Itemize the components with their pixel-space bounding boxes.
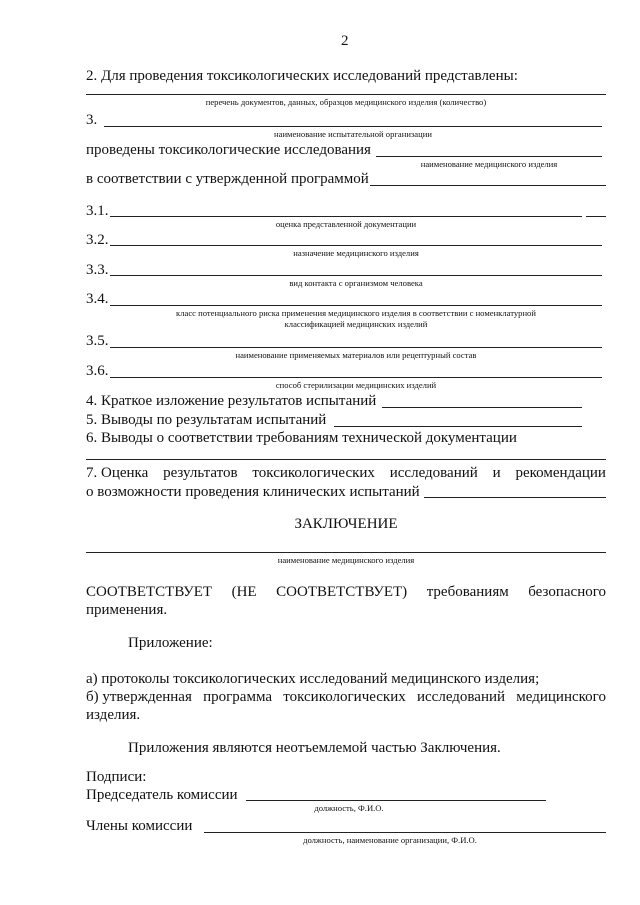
members-caption: должность, наименование организации, Ф.И.О. — [303, 835, 477, 845]
item-7-word: исследований — [389, 465, 478, 481]
appendix-item-b-line2: изделия. — [86, 707, 141, 723]
compliance-word: СООТВЕТСТВУЕТ — [86, 584, 213, 600]
conducted-text: проведены токсикологические исследования — [86, 142, 371, 158]
signatures-title: Подписи: — [86, 769, 147, 785]
conclusion-title: ЗАКЛЮЧЕНИЕ — [294, 516, 398, 532]
item-3-6-fill-line — [110, 377, 602, 378]
item-6-text: 6. Выводы о соответствии требованиям технической документации — [86, 430, 517, 446]
chair-signature-line — [246, 800, 546, 801]
item-7-line1 — [86, 465, 606, 482]
item-6-fill-line — [86, 459, 606, 460]
item-3-fill-line — [104, 126, 602, 127]
item-3-caption: наименование испытательной организации — [274, 129, 432, 139]
item-7-word: рекомендации — [515, 465, 606, 481]
item-7-fill-line — [424, 497, 606, 498]
chair-caption: должность, Ф.И.О. — [314, 803, 384, 813]
compliance-word: СООТВЕТСТВУЕТ) — [276, 584, 408, 600]
item-3-1-fill-line-end — [586, 216, 606, 217]
members-signature-line — [204, 832, 606, 833]
chair-label: Председатель комиссии — [86, 787, 238, 803]
item-7-word: токсикологических — [252, 465, 375, 481]
item-5-fill-line — [334, 426, 582, 427]
item-3-5-fill-line — [110, 347, 602, 348]
item-3-1-fill-line — [110, 216, 582, 217]
item-7-word: результатов — [163, 465, 238, 481]
item-4-fill-line — [382, 407, 582, 408]
item-3-1-caption: оценка представленной документации — [275, 219, 417, 229]
item-3-4-fill-line — [110, 305, 602, 306]
item-3-5-number: 3.5. — [86, 333, 109, 349]
page-number: 2 — [341, 33, 349, 49]
appendix-title: Приложение: — [128, 635, 213, 651]
compliance-line2: применения. — [86, 602, 168, 618]
item-3-number: 3. — [86, 112, 98, 128]
item-3-2-caption: назначение медицинского изделия — [293, 248, 419, 258]
item-3-5-caption: наименование применяемых материалов или рецептурный состав — [235, 350, 477, 360]
conclusion-fill-line — [86, 552, 606, 553]
appendix-b-word: программа — [203, 689, 272, 705]
conducted-caption: наименование медицинского изделия — [420, 159, 558, 169]
appendix-item-b-line1 — [86, 689, 606, 706]
item-3-1-number: 3.1. — [86, 203, 109, 219]
appendix-integral-note: Приложения являются неотъемлемой частью Заключения. — [128, 740, 501, 756]
program-fill-line — [370, 185, 606, 186]
conclusion-caption: наименование медицинского изделия — [277, 555, 415, 565]
appendix-b-word: исследований — [417, 689, 506, 705]
compliance-word: (НЕ — [231, 584, 257, 600]
item-3-2-fill-line — [110, 245, 602, 246]
item-3-3-number: 3.3. — [86, 262, 109, 278]
item-3-6-number: 3.6. — [86, 363, 109, 379]
item-7-word: 7. Оценка — [86, 465, 149, 481]
appendix-b-word: медицинского — [516, 689, 606, 705]
item-4-text: 4. Краткое изложение результатов испытаний — [86, 393, 377, 409]
item-3-6-caption: способ стерилизации медицинских изделий — [275, 380, 437, 390]
item-3-2-number: 3.2. — [86, 232, 109, 248]
item-3-3-caption: вид контакта с организмом человека — [289, 278, 423, 288]
compliance-line1 — [86, 584, 606, 601]
item-5-text: 5. Выводы по результатам испытаний — [86, 412, 327, 428]
item-3-3-fill-line — [110, 275, 602, 276]
item-7-word: и — [492, 465, 501, 481]
conducted-fill-line — [376, 156, 602, 157]
program-text: в соответствии с утвержденной программой — [86, 171, 369, 187]
appendix-b-word: токсикологических — [283, 689, 406, 705]
item-2-text: 2. Для проведения токсикологических исследований представлены: — [86, 68, 518, 84]
members-label: Члены комиссии — [86, 818, 193, 834]
item-3-4-caption-line2: классификацией медицинских изделий — [284, 319, 428, 329]
item-7-line2: о возможности проведения клинических испытаний — [86, 484, 420, 500]
item-3-4-number: 3.4. — [86, 291, 109, 307]
item-2-caption: перечень документов, данных, образцов медицинского изделия (количество) — [205, 97, 487, 107]
appendix-item-a: а) протоколы токсикологических исследований медицинского изделия; — [86, 671, 540, 687]
item-2-fill-line — [86, 94, 606, 95]
compliance-word: безопасного — [528, 584, 606, 600]
appendix-b-word: б) утвержденная — [86, 689, 192, 705]
compliance-word: требованиям — [426, 584, 509, 600]
item-3-4-caption: класс потенциального риска применения медицинского изделия в соответствии с номенклатурной — [176, 308, 536, 318]
